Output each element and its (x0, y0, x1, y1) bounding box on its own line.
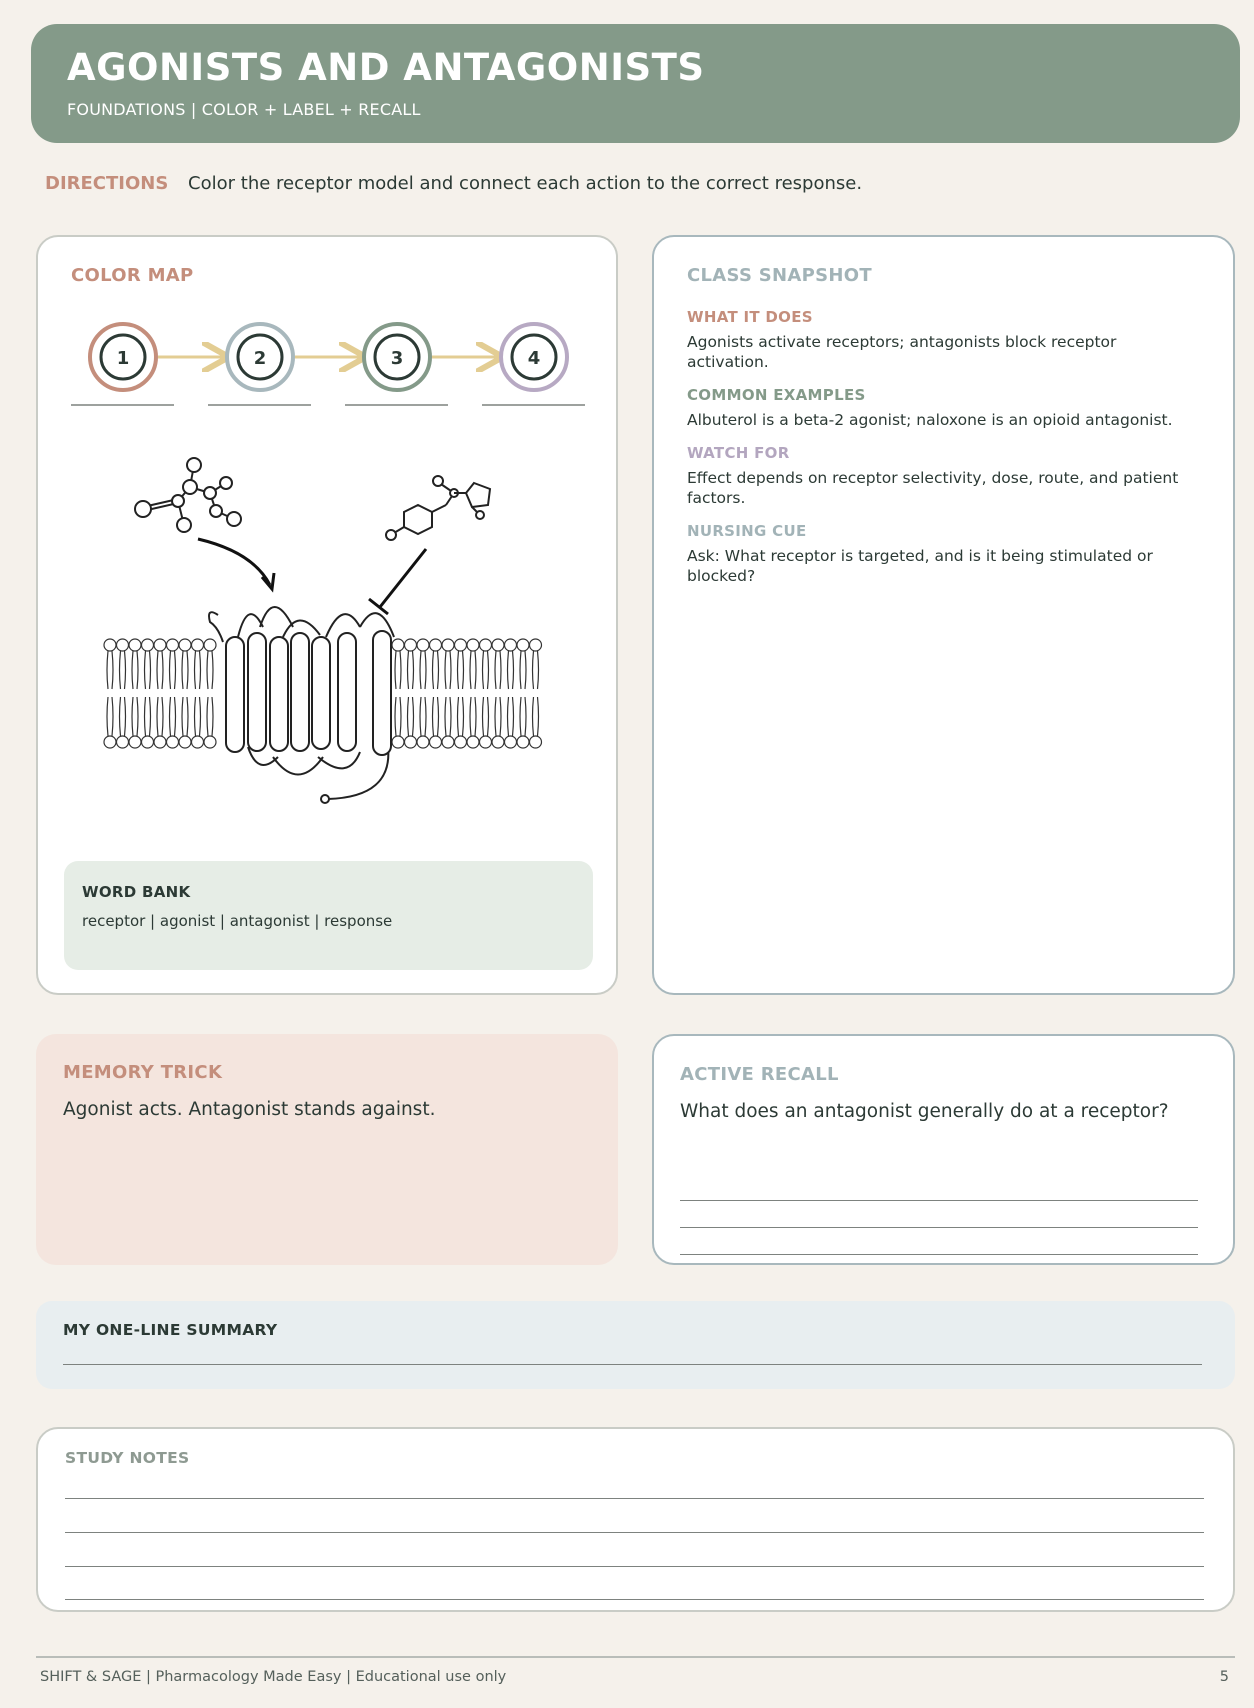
summary-line[interactable] (63, 1364, 1202, 1365)
lipid-tail (207, 697, 208, 736)
snapshot-item-watch-for (687, 444, 1200, 508)
lipid-tail (450, 651, 451, 689)
page-subtitle: FOUNDATIONS | COLOR + LABEL + RECALL (67, 100, 421, 119)
lipid-head (405, 736, 417, 748)
lipid-tail (400, 651, 401, 689)
active-recall-question: What does an antagonist generally do at a receptor? (680, 1101, 1169, 1122)
lipid-head (492, 639, 504, 651)
page-number: 5 (1219, 1669, 1229, 1685)
lipid-tail (525, 697, 526, 736)
lipid-head (129, 736, 141, 748)
lipid-head (192, 736, 204, 748)
lipid-head (167, 639, 179, 651)
lipid-tail (408, 697, 409, 736)
lipid-tail (395, 651, 396, 689)
lipid-tail (495, 651, 496, 689)
snapshot-body: Albuterol is a beta-2 agonist; naloxone is an opioid antagonist. (687, 411, 1173, 429)
color-step-1[interactable] (71, 324, 174, 405)
lipid-head (505, 639, 517, 651)
lipid-tail (420, 651, 421, 689)
lipid-tail (157, 651, 158, 689)
lipid-tail (107, 697, 108, 736)
lipid-head (517, 639, 529, 651)
lipid-head (104, 639, 116, 651)
lipid-tail (395, 697, 396, 736)
memory-trick-text: Agonist acts. Antagonist stands against. (63, 1099, 436, 1120)
lipid-head (179, 736, 191, 748)
lipid-tail (538, 651, 539, 689)
lipid-tail (413, 697, 414, 736)
lipid-tail (175, 697, 176, 736)
snapshot-heading: WATCH FOR (687, 444, 790, 462)
lipid-head (142, 639, 154, 651)
lipid-tail (445, 697, 446, 736)
lipid-tail (475, 651, 476, 689)
lipid-head (405, 639, 417, 651)
lipid-tail (187, 651, 188, 689)
color-step-2[interactable] (208, 324, 311, 405)
memory-trick-card (36, 1034, 618, 1265)
notes-line[interactable] (65, 1532, 1204, 1533)
lipid-tail (425, 697, 426, 736)
snapshot-item-common-examples (687, 386, 1200, 430)
lipid-tail (533, 697, 534, 736)
directions (45, 172, 862, 196)
lipid-tail (458, 651, 459, 689)
lipid-head (530, 736, 542, 748)
lipid-tail (495, 697, 496, 736)
lipid-tail (533, 651, 534, 689)
lipid-head (179, 639, 191, 651)
page-header (31, 24, 1240, 143)
class-snapshot-card (652, 235, 1235, 995)
one-line-summary (36, 1301, 1235, 1389)
lipid-tail (420, 697, 421, 736)
lipid-tail (212, 697, 213, 736)
lipid-tail (458, 697, 459, 736)
summary-title: MY ONE-LINE SUMMARY (63, 1321, 278, 1339)
word-bank (64, 861, 593, 970)
lipid-head (154, 736, 166, 748)
lipid-tail (107, 651, 108, 689)
lipid-tail (182, 651, 183, 689)
page-title: AGONISTS AND ANTAGONISTS (67, 46, 705, 89)
color-map-title: COLOR MAP (71, 265, 194, 286)
lipid-tail (400, 697, 401, 736)
lipid-tail (500, 651, 501, 689)
lipid-tail (520, 697, 521, 736)
lipid-head (480, 639, 492, 651)
notes-line[interactable] (65, 1599, 1204, 1600)
lipid-tail (500, 697, 501, 736)
lipid-head (505, 736, 517, 748)
lipid-tail (112, 697, 113, 736)
snapshot-heading: COMMON EXAMPLES (687, 386, 866, 404)
lipid-tail (120, 697, 121, 736)
lipid-head (192, 639, 204, 651)
lipid-tail (438, 651, 439, 689)
lipid-tail (170, 651, 171, 689)
lipid-tail (408, 651, 409, 689)
lipid-tail (525, 651, 526, 689)
lipid-head (392, 736, 404, 748)
lipid-tail (150, 697, 151, 736)
lipid-head (430, 639, 442, 651)
color-step-4[interactable] (482, 324, 585, 405)
lipid-head (154, 639, 166, 651)
lipid-head (517, 736, 529, 748)
directions-text: Color the receptor model and connect each action to the correct response. (188, 173, 863, 194)
lipid-tail (483, 651, 484, 689)
notes-line[interactable] (65, 1498, 1204, 1499)
snapshot-item-what-it-does (687, 308, 1200, 372)
lipid-tail (125, 697, 126, 736)
directions-label: DIRECTIONS (45, 173, 169, 194)
receptor-membrane-illustration[interactable] (98, 427, 548, 817)
lipid-tail (425, 651, 426, 689)
lipid-head (530, 639, 542, 651)
lipid-tail (488, 697, 489, 736)
lipid-tail (513, 697, 514, 736)
snapshot-body: Effect depends on receptor selectivity, dose, route, and patient factors. (687, 469, 1179, 507)
lipid-tail (200, 651, 201, 689)
lipid-tail (175, 651, 176, 689)
lipid-tail (488, 651, 489, 689)
active-recall-card (652, 1034, 1235, 1265)
lipid-head (167, 736, 179, 748)
lipid-tail (132, 651, 133, 689)
lipid-tail (120, 651, 121, 689)
lipid-tail (137, 651, 138, 689)
activation-arrow (198, 539, 270, 585)
lipid-tail (207, 651, 208, 689)
step-number: 1 (116, 348, 130, 369)
lipid-head (467, 736, 479, 748)
answer-line[interactable] (680, 1200, 1198, 1201)
answer-line[interactable] (680, 1227, 1198, 1228)
lipid-head (442, 639, 454, 651)
lipid-head (104, 736, 116, 748)
lipid-tail (162, 651, 163, 689)
lipid-tail (433, 651, 434, 689)
answer-line[interactable] (680, 1254, 1198, 1255)
lipid-tail (125, 651, 126, 689)
lipid-head (204, 639, 216, 651)
color-step-3[interactable] (345, 324, 448, 405)
snapshot-heading: NURSING CUE (687, 522, 807, 540)
step-number: 3 (390, 348, 404, 369)
lipid-tail (450, 697, 451, 736)
lipid-tail (182, 697, 183, 736)
lipid-head (117, 736, 129, 748)
lipid-head (480, 736, 492, 748)
agonist-molecule-icon (135, 458, 241, 532)
lipid-head (442, 736, 454, 748)
snapshot-body: Ask: What receptor is targeted, and is it being stimulated or blocked? (687, 547, 1153, 585)
lipid-tail (150, 651, 151, 689)
lipid-head (492, 736, 504, 748)
color-steps (38, 237, 618, 417)
lipid-tail (475, 697, 476, 736)
lipid-tail (195, 651, 196, 689)
step-number: 2 (253, 348, 267, 369)
receptor-protein[interactable] (209, 607, 394, 803)
lipid-tail (438, 697, 439, 736)
active-recall-title: ACTIVE RECALL (680, 1064, 839, 1085)
lipid-tail (195, 697, 196, 736)
color-map-card (36, 235, 618, 995)
lipid-head (142, 736, 154, 748)
lipid-tail (132, 697, 133, 736)
step-number: 4 (527, 348, 541, 369)
lipid-tail (413, 651, 414, 689)
lipid-tail (508, 651, 509, 689)
word-bank-title: WORD BANK (82, 883, 191, 901)
footer-text: SHIFT & SAGE | Pharmacology Made Easy | Educational use only (40, 1669, 507, 1685)
lipid-tail (200, 697, 201, 736)
class-snapshot-title: CLASS SNAPSHOT (687, 265, 872, 286)
footer-divider (36, 1656, 1235, 1658)
lipid-head (392, 639, 404, 651)
lipid-tail (508, 697, 509, 736)
lipid-head (430, 736, 442, 748)
lipid-head (417, 736, 429, 748)
lipid-tail (470, 697, 471, 736)
lipid-head (117, 639, 129, 651)
lipid-tail (145, 651, 146, 689)
snapshot-body: Agonists activate receptors; antagonists block receptor activation. (687, 333, 1117, 371)
lipid-head (204, 736, 216, 748)
lipid-tail (157, 697, 158, 736)
lipid-tail (445, 651, 446, 689)
lipid-tail (187, 697, 188, 736)
lipid-head (455, 736, 467, 748)
notes-line[interactable] (65, 1566, 1204, 1567)
lipid-tail (463, 697, 464, 736)
snapshot-item-nursing-cue (687, 522, 1200, 586)
lipid-head (455, 639, 467, 651)
lipid-tail (170, 697, 171, 736)
lipid-tail (463, 651, 464, 689)
study-notes-card (36, 1427, 1235, 1612)
antagonist-molecule-icon (386, 476, 490, 540)
lipid-tail (538, 697, 539, 736)
lipid-tail (520, 651, 521, 689)
lipid-tail (112, 651, 113, 689)
study-notes-title: STUDY NOTES (65, 1449, 190, 1467)
lipid-tail (470, 651, 471, 689)
block-line (380, 549, 426, 607)
lipid-tail (162, 697, 163, 736)
lipid-head (417, 639, 429, 651)
lipid-tail (137, 697, 138, 736)
word-bank-words: receptor | agonist | antagonist | response (82, 912, 393, 930)
lipid-tail (145, 697, 146, 736)
lipid-tail (513, 651, 514, 689)
lipid-tail (212, 651, 213, 689)
lipid-tail (433, 697, 434, 736)
lipid-tail (483, 697, 484, 736)
lipid-head (129, 639, 141, 651)
snapshot-heading: WHAT IT DOES (687, 308, 813, 326)
lipid-head (467, 639, 479, 651)
memory-trick-title: MEMORY TRICK (63, 1062, 223, 1083)
